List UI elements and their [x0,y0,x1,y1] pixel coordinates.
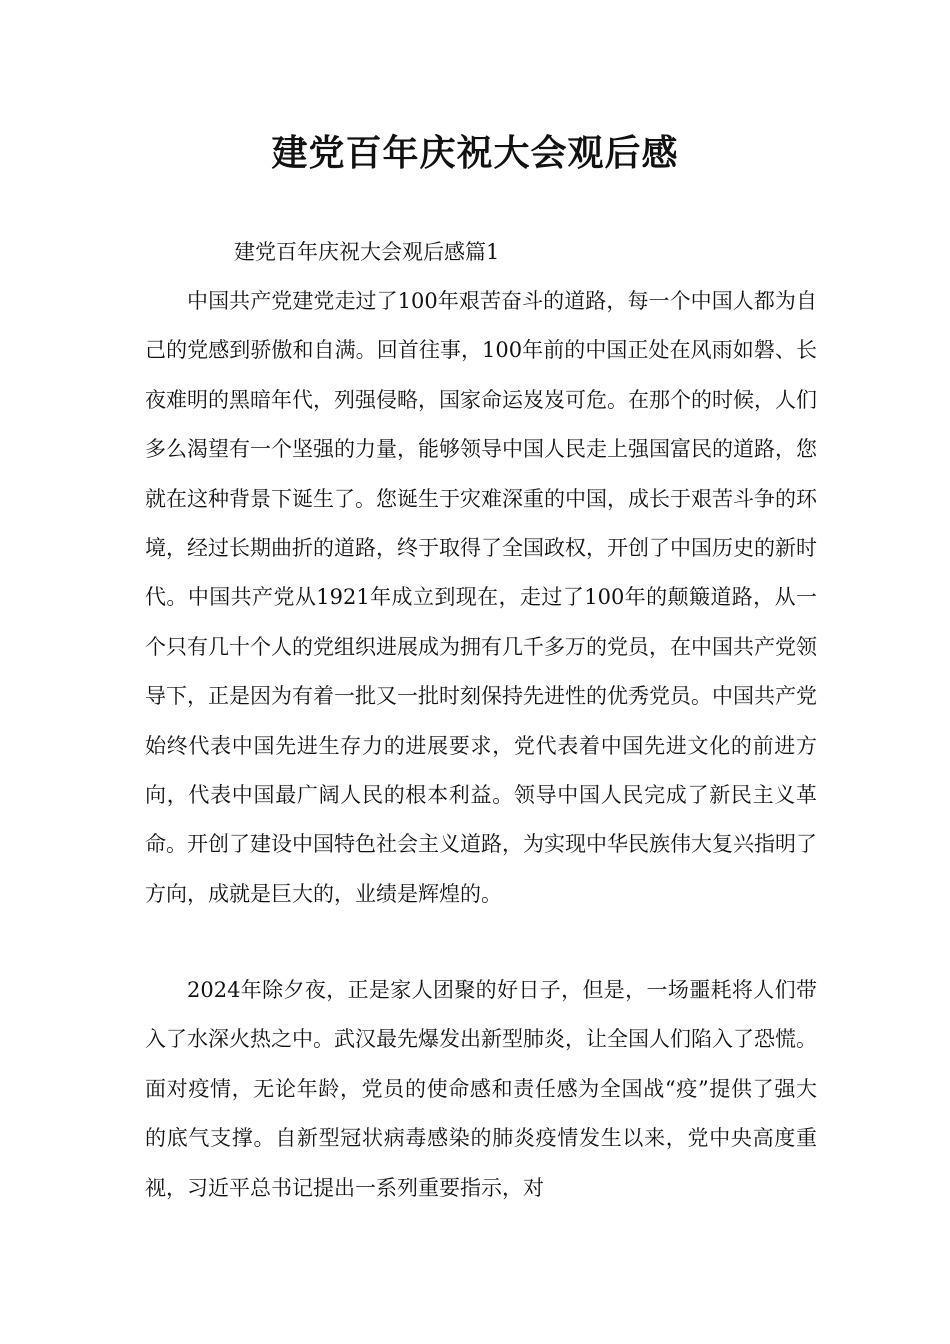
paragraph-2: 2024年除夕夜，正是家人团聚的好日子，但是，一场噩耗将人们带入了水深火热之中。武汉最先爆发出新型肺炎，让全国人们陷入了恐慌。面对疫情，无论年龄，党员的使命感和责任感为全国战“疫”提供了强大的底气支撑。自新型冠状病毒感染的肺炎疫情发生以来，党中央高度重视，习近平总书记提出一系列重要指示，对 [145,978,817,1200]
section-heading: 建党百年庆祝大会观后感篇1 [234,240,500,264]
paragraph-1: 中国共产党建党走过了100年艰苦奋斗的道路，每一个中国人都为自己的党感到骄傲和自满。回首往事，100年前的中国正处在风雨如磐、长夜难明的黑暗年代，列强侵略，国家命运岌岌可危。在那个的时候，人们多么渴望有一个坚强的力量，能够领导中国人民走上强国富民的道路，您就在这种背景下诞生了。您诞生于灾难深重的中国，成长于艰苦斗争的环境，经过长期曲折的道路，终于取得了全国政权，开创了中国历史的新时代。中国共产党从1921年成立到现在，走过了100年的颠簸道路，从一个只有几十个人的党组织进展成为拥有几千多万的党员，在中国共产党领导下，正是因为有着一批又一批时刻保持先进性的优秀党员。中国共产党始终代表中国先进生存力的进展要求，党代表着中国先进文化的前进方向，代表中国最广阔人民的根本利益。领导中国人民完成了新民主义革命。开创了建设中国特色社会主义道路，为实现中华民族伟大复兴指明了方向，成就是巨大的，业绩是辉煌的。 [145,289,817,906]
document-title: 建党百年庆祝大会观后感 [271,133,679,174]
